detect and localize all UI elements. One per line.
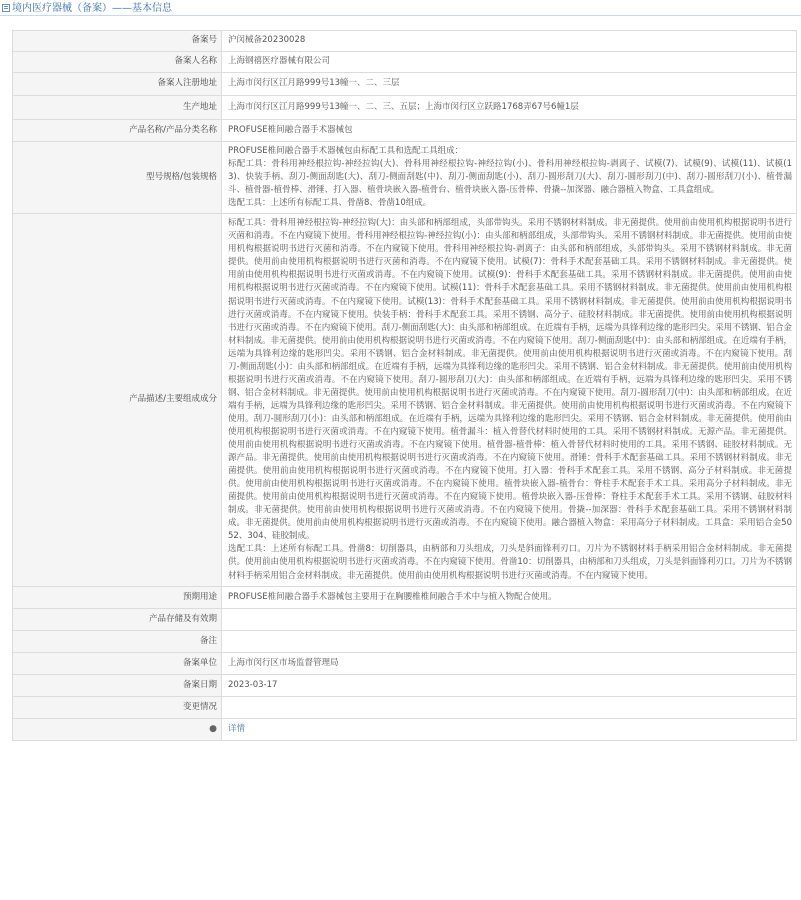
- table-row: [13, 120, 797, 142]
- info-table: [12, 30, 797, 741]
- row-value: 上海市闵行区江月路999号13幢一、二、三、五层；上海市闵行区立跃路1768弄67号6幢1层: [222, 96, 797, 120]
- detail-link[interactable]: 详情: [228, 723, 246, 734]
- table-row: [13, 652, 797, 674]
- page-header: [0, 0, 801, 16]
- row-label: 预期用途: [13, 586, 222, 608]
- row-value: [222, 630, 797, 652]
- row-label: 产品描述/主要组成成分: [13, 214, 222, 586]
- detail-label-cell: [13, 718, 222, 740]
- row-value: 上海钢禧医疗器械有限公司: [222, 52, 797, 73]
- row-label: 备案人注册地址: [13, 73, 222, 96]
- table-row: [13, 96, 797, 120]
- row-label: 备案号: [13, 31, 222, 52]
- row-label: 变更情况: [13, 696, 222, 718]
- row-value: PROFUSE椎间融合器手术器械包主要用于在胸腰椎椎间融合手术中与植入物配合使用。: [222, 586, 797, 608]
- table-row: [13, 608, 797, 630]
- row-value: [222, 696, 797, 718]
- row-value: 上海市闵行区江月路999号13幢一、二、三层: [222, 73, 797, 96]
- table-row: [13, 696, 797, 718]
- pin-icon: ●: [209, 723, 217, 734]
- row-label: 备案单位: [13, 652, 222, 674]
- table-row: [13, 142, 797, 214]
- row-value: [222, 608, 797, 630]
- row-value: PROFUSE椎间融合器手术器械包: [222, 120, 797, 142]
- table-row: [13, 73, 797, 96]
- detail-cell: [222, 718, 797, 740]
- header-divider: [0, 15, 801, 16]
- row-label: 产品名称/产品分类名称: [13, 120, 222, 142]
- row-label: 型号规格/包装规格: [13, 142, 222, 214]
- table-row: [13, 52, 797, 73]
- row-value: 上海市闵行区市场监督管理局: [222, 652, 797, 674]
- row-label: 生产地址: [13, 96, 222, 120]
- table-row: [13, 31, 797, 52]
- page-title: 境内医疗器械（备案）——基本信息: [12, 2, 172, 14]
- table-row: [13, 674, 797, 696]
- table-row: [13, 214, 797, 586]
- row-label: 备案人名称: [13, 52, 222, 73]
- table-row: [13, 586, 797, 608]
- row-label: 备案日期: [13, 674, 222, 696]
- table-row: [13, 630, 797, 652]
- row-value: PROFUSE椎间融合器手术器械包由标配工具和选配工具组成： 标配工具：骨科用神经根拉钩-神经拉钩(大)、骨科用神经根拉钩-神经拉钩(小)、骨科用神经根拉钩-剥离子、试模(7)、试模(9)、试模(11)、试模(13)、快装手柄、刮刀-侧面刮匙(大)、刮刀-侧面刮匙(中)、刮刀-侧面刮匙(小)、刮刀-圆形刮刀(大)、刮刀-圆形刮刀(中)、刮刀-圆形刮刀(小)、植骨漏斗、植骨器-植骨棒、滑锤、打入器、植骨块嵌入器-植骨台、植骨块嵌入器-压骨棒、骨撬--加深器、融合器植入物盒、工具盒组成。 选配工具：上述所有标配工具、骨凿8、骨凿10组成。: [222, 142, 797, 214]
- row-value: 2023-03-17: [222, 674, 797, 696]
- table-row: [13, 718, 797, 740]
- page-icon: [2, 4, 10, 12]
- row-label: 产品存储及有效期: [13, 608, 222, 630]
- row-value: 沪闵械备20230028: [222, 31, 797, 52]
- row-value: 标配工具：骨科用神经根拉钩-神经拉钩(大)：由头部和柄部组成，头部带钩头。采用不锈钢材料制成。非无菌提供。使用前由使用机构根据说明书进行灭菌和消毒。不在内窥镜下使用。骨科用神经根拉钩-神经拉钩(小)：由头部和柄部组成，头部带钩头。采用不锈钢材料制成。非无菌提供。使用前由使用机构根据说明书进行灭菌和消毒。不在内窥镜下使用。骨科用神经根拉钩-剥离子：由头部和柄部组成，头部带钩头。采用不锈钢材料制成。非无菌提供。使用前由使用机构根据说明书进行灭菌和消毒。不在内窥镜下使用。试模(7)：骨科手术配套基础工具。采用不锈钢材料制成。非无菌提供。使用前由使用机构根据说明书进行灭菌或消毒。不在内窥镜下使用。试模(9)：骨科手术配套基础工具。采用不锈钢材料制成。非无菌提供。使用前由使用机构根据说明书进行灭菌或消毒。不在内窥镜下使用。试模(11)：骨科手术配套基础工具。采用不锈钢材料制成。非无菌提供。使用前由使用机构根据说明书进行灭菌或消毒。不在内窥镜下使用。试模(13)：骨科手术配套基础工具。采用不锈钢材料制成。非无菌提供。使用前由使用机构根据说明书进行灭菌或消毒。不在内窥镜下使用。快装手柄：骨科手术配套工具。采用不锈钢、高分子、硅胶材料制成。非无菌提供。使用前由使用机构根据说明书进行灭菌或消毒。不在内窥镜下使用。刮刀-侧面刮匙(大)：由头部和柄部组成。在近端有手柄，远端为具锋利边缘的匙形凹尖。采用不锈钢、铝合金材料制成。非无菌提供。使用前由使用机构根据说明书进行灭菌或消毒。不在内窥镜下使用。刮刀-侧面刮匙(中)：由头部和柄部组成。在近端有手柄，远端为具锋利边缘的匙形凹尖。采用不锈钢、铝合金材料制成。非无菌提供。使用前由使用机构根据说明书进行灭菌或消毒。不在内窥镜下使用。刮刀-侧面刮匙(小)：由头部和柄部组成。在近端有手柄，远端为具锋利边缘的匙形凹尖。采用不锈钢、铝合金材料制成。非无菌提供。使用前由使用机构根据说明书进行灭菌或消毒。不在内窥镜下使用。刮刀-圆形刮刀(大)：由头部和柄部组成。在近端有手柄，远端为具锋利边缘的匙形凹尖。采用不锈钢、铝合金材料制成。非无菌提供。使用前由使用机构根据说明书进行灭菌或消毒。不在内窥镜下使用。刮刀-圆形刮刀(中)：由头部和柄部组成。在近端有手柄，远端为具锋利边缘的匙形凹尖。采用不锈钢、铝合金材料制成。非无菌提供。使用前由使用机构根据说明书进行灭菌或消毒。不在内窥镜下使用。刮刀-圆形刮刀(小)：由头部和柄部组成。在近端有手柄，远端为具锋利边缘的匙形凹尖。采用不锈钢、铝合金材料制成。非无菌提供。使用前由使用机构根据说明书进行灭菌或消毒。不在内窥镜下使用。植骨漏斗：植入骨替代材料时使用的工具。采用不锈钢材料制成。无源产品。非无菌提供。使用前由使用机构根据说明书进行灭菌或消毒。不在内窥镜下使用。植骨器-植骨棒：植入骨替代材料时使用的工具。采用不锈钢、硅胶材料制成。无源产品。非无菌提供。使用前由使用机构根据说明书进行灭菌或消毒。不在内窥镜下使用。滑锤：骨科手术配套基础工具。采用不锈钢材料制成。非无菌提供。使用前由使用机构根据说明书进行灭菌或消毒。不在内窥镜下使用。打入器：骨科手术配套工具。采用不锈钢、高分子材料制成。非无菌提供。使用前由使用机构根据说明书进行灭菌或消毒。不在内窥镜下使用。植骨块嵌入器-植骨台：脊柱手术配套手术工具。采用高分子材料制成。非无菌提供。使用前由使用机构根据说明书进行灭菌或消毒。不在内窥镜下使用。植骨块嵌入器-压骨棒：脊柱手术配套手术工具。采用不锈钢、硅胶材料制成。非无菌提供。使用前由使用机构根据说明书进行灭菌或消毒。不在内窥镜下使用。骨撬--加深器：骨科手术配套基础工具。采用不锈钢材料制成。非无菌提供。使用前由使用机构根据说明书进行灭菌或消毒。不在内窥镜下使用。融合器植入物盒：采用高分子材料制成。工具盒：采用铝合金5052、304、硅胶制成。 选配工具：上述所有标配工具。骨凿8：切削器具，由柄部和刀头组成，刀头是斜面锋利刃口。刀片为不锈钢材料手柄采用铝合金材料制成。非无菌提供。使用前由使用机构根据说明书进行灭菌或消毒。不在内窥镜下使用。骨凿10：切削器具，由柄部和刀头组成，刀头是斜面锋利刃口。刀片为不锈钢材料手柄采用铝合金材料制成。非无菌提供。使用前由使用机构根据说明书进行灭菌或消毒。不在内窥镜下使用。: [222, 214, 797, 586]
- row-label: 备注: [13, 630, 222, 652]
